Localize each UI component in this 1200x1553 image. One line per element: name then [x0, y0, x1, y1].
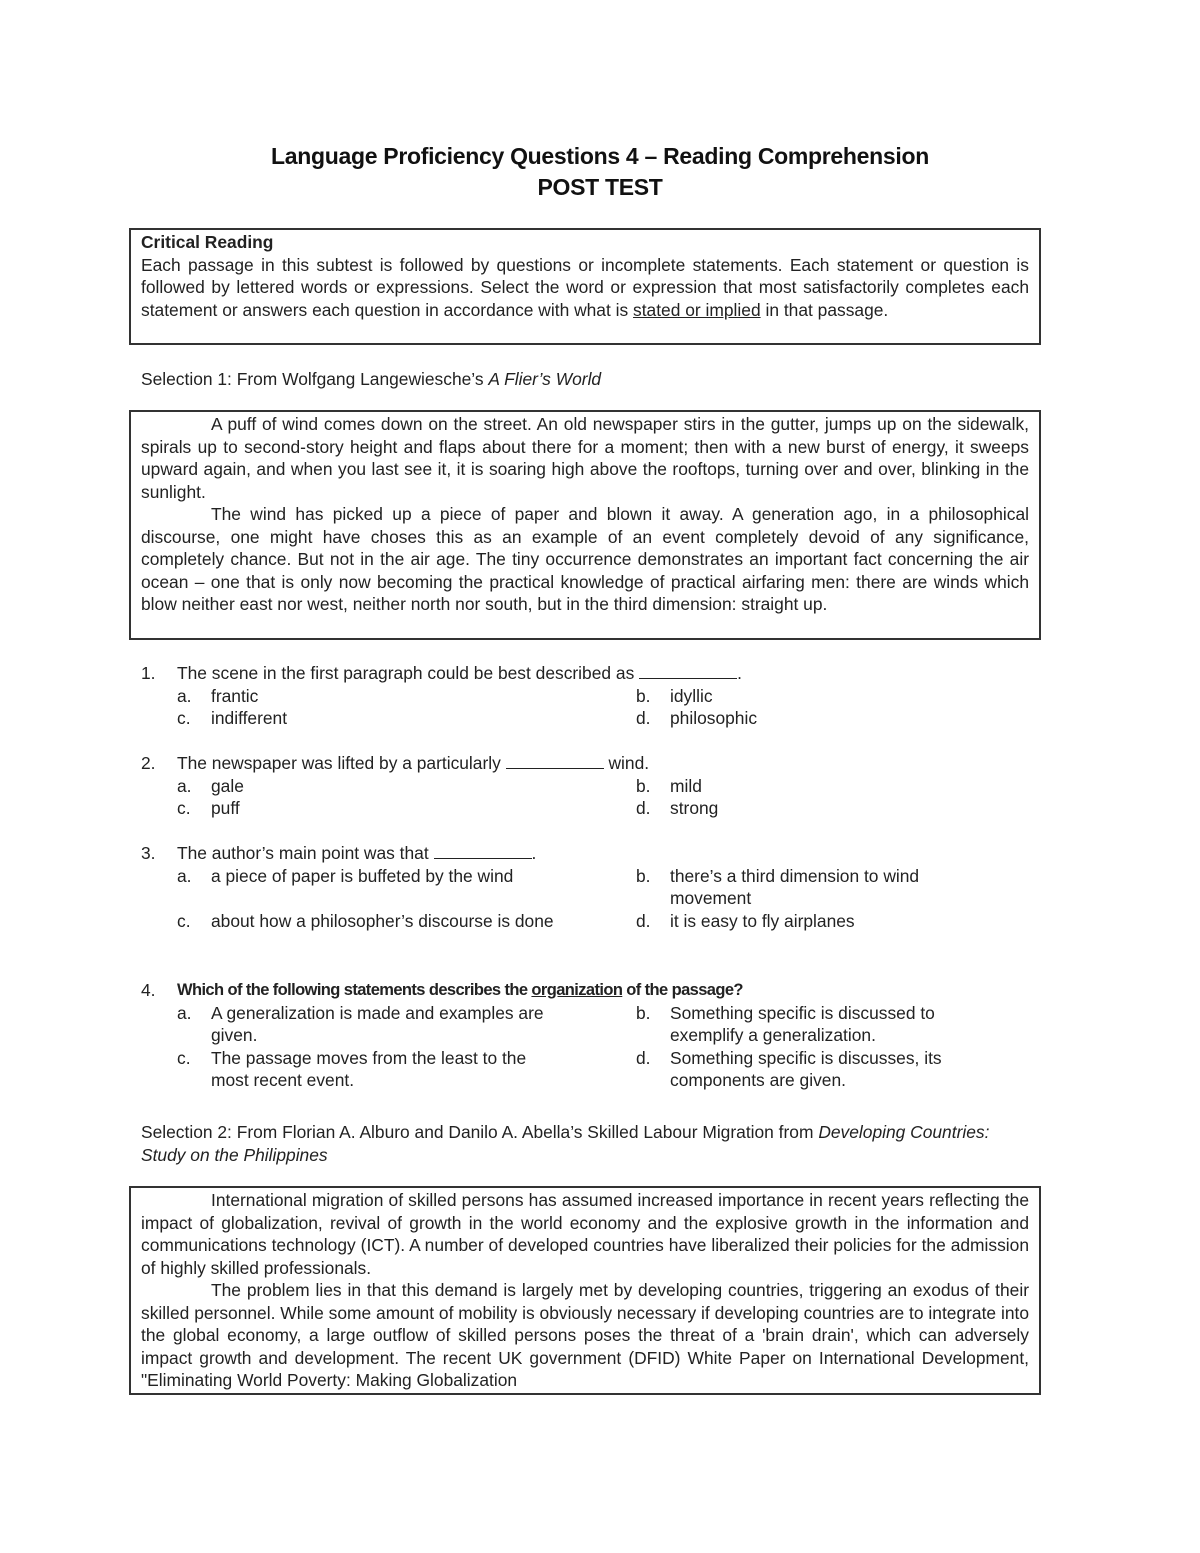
selection-2-work-title: Developing Countries: Study on the Philippines — [141, 1122, 990, 1165]
selection-1-label — [141, 368, 1021, 391]
option-letter: a. — [177, 685, 192, 706]
stem-text: wind. — [603, 753, 650, 773]
answer-blank — [434, 842, 532, 859]
selection-1-work-title: A Flier’s World — [488, 369, 602, 389]
passage-2-paragraph: The problem lies in that this demand is largely met by developing countries, triggering an exodus of their skilled personnel. While some amount of mobility is obviously necessary if developing countries are to integrate into the global economy, a large outflow of skilled persons poses the threat of a 'brain drain', which can adversely impact growth and development. The recent UK government (DFID) White Paper on International Development, "Eliminating World Poverty: Making Globalization — [141, 1280, 1029, 1390]
option-text: indifferent — [211, 708, 288, 728]
option-c[interactable] — [177, 707, 636, 730]
selection-2-source: Selection 2: From Florian A. Alburo and Danilo A. Abella’s Skilled Labour Migration from — [141, 1122, 819, 1142]
option-text: there’s a third dimension to wind movement — [670, 865, 920, 908]
instructions-text-part: Each passage in this subtest is followed by questions or incomplete statements. Each statement or question is followed by lettered words or expressions. Select the word or expression that most satisfactorily completes each statement or answers each question in accordance with what is — [141, 254, 1029, 320]
answer-blank — [639, 662, 737, 679]
option-text: strong — [670, 798, 719, 818]
option-b[interactable] — [636, 865, 996, 910]
question-1 — [141, 662, 1041, 730]
stem-text: The author’s main point was that — [177, 843, 434, 863]
option-c[interactable] — [177, 1047, 636, 1092]
option-letter: b. — [636, 865, 651, 886]
instructions-heading: Critical Reading — [141, 232, 274, 252]
passage-1-paragraph: The wind has picked up a piece of paper and blown it away. A generation ago, in a philosophical discourse, one might have choses this as an example of an event completely devoid of any significance, completely chance. But not in the air age. The tiny occurrence demonstrates an important fact concerning the air ocean – one that is only now becoming the practical knowledge of practical airfaring men: there are winds which blow neither east nor west, neither north nor south, but in the third dimension: straight up. — [141, 504, 1029, 614]
option-letter: a. — [177, 775, 192, 796]
stem-text: of the passage? — [622, 981, 743, 999]
option-letter: d. — [636, 798, 651, 818]
option-letter: b. — [636, 1002, 651, 1023]
document-subtitle: POST TEST — [537, 174, 663, 200]
document-title: Language Proficiency Questions 4 – Reading Comprehension — [270, 143, 929, 169]
option-d[interactable] — [636, 707, 996, 730]
answer-options — [177, 685, 1041, 730]
option-text: The passage moves from the least to the most recent event. — [211, 1047, 527, 1090]
passage-1-box — [129, 410, 1041, 640]
question-stem — [141, 842, 1041, 865]
question-stem — [141, 979, 1041, 1002]
option-text: A generalization is made and examples are given. — [211, 1002, 544, 1045]
option-b[interactable] — [636, 775, 996, 798]
instructions-text-part: in that passage. — [760, 299, 889, 320]
answer-options — [177, 865, 1041, 933]
option-letter: a. — [177, 865, 192, 886]
option-text: puff — [211, 798, 240, 818]
option-text: idyllic — [670, 685, 713, 706]
stem-text: The newspaper was lifted by a particularly — [177, 753, 506, 773]
stem-text: The scene in the first paragraph could be best described as — [177, 663, 640, 683]
question-3 — [141, 842, 1041, 932]
option-letter: c. — [177, 910, 191, 931]
option-c[interactable] — [177, 910, 636, 933]
option-d[interactable] — [636, 797, 996, 820]
stem-emphasis: organization — [531, 981, 623, 999]
instructions-text — [141, 254, 1029, 322]
instructions-emphasis: stated or implied — [633, 299, 761, 320]
option-b[interactable] — [636, 685, 996, 708]
option-text: it is easy to fly airplanes — [670, 910, 855, 931]
option-d[interactable] — [636, 1047, 996, 1092]
option-a[interactable] — [177, 1002, 636, 1047]
question-4 — [141, 979, 1041, 1092]
option-text: frantic — [211, 685, 259, 706]
option-letter: a. — [177, 1002, 192, 1023]
question-number: 2. — [141, 753, 156, 773]
option-text: Something specific is discusses, its components are given. — [670, 1047, 942, 1090]
option-text: philosophic — [670, 708, 758, 728]
question-number: 1. — [141, 663, 156, 683]
question-stem — [141, 752, 1041, 775]
option-text: mild — [670, 775, 702, 796]
option-letter: d. — [636, 1047, 651, 1068]
option-a[interactable] — [177, 775, 636, 798]
passage-1-paragraph: A puff of wind comes down on the street. An old newspaper stirs in the gutter, jumps up on the sidewalk, spirals up to second-story height and flaps about there for a moment; then with a new burst of energy, it sweeps upward again, and when you last see it, it is soaring high above the rooftops, turning over and over, blinking in the sunlight. — [141, 414, 1029, 502]
option-b[interactable] — [636, 1002, 996, 1047]
question-stem — [141, 662, 1041, 685]
question-number: 3. — [141, 843, 156, 863]
option-letter: b. — [636, 775, 651, 796]
stem-text: . — [737, 663, 742, 683]
option-letter: d. — [636, 708, 651, 728]
option-text: Something specific is discussed to exemplify a generalization. — [670, 1002, 935, 1045]
question-number: 4. — [141, 980, 156, 1000]
option-a[interactable] — [177, 685, 636, 708]
question-2 — [141, 752, 1041, 820]
passage-2-box — [129, 1186, 1041, 1395]
option-letter: c. — [177, 1047, 191, 1068]
selection-1-source: Selection 1: From Wolfgang Langewiesche’s — [141, 369, 489, 389]
option-letter: c. — [177, 708, 191, 728]
answer-options — [177, 775, 1041, 820]
stem-text: . — [531, 843, 537, 863]
passage-2-paragraph: International migration of skilled persons has assumed increased importance in recent years reflecting the impact of globalization, revival of growth in the world economy and the explosive growth in the information and communications technology (ICT). A number of developed countries have liberalized their policies for the admission of highly skilled professionals. — [141, 1190, 1029, 1278]
option-a[interactable] — [177, 865, 636, 910]
option-d[interactable] — [636, 910, 996, 933]
instructions-box — [129, 228, 1041, 345]
stem-text: Which of the following statements describes the — [177, 981, 532, 999]
selection-2-label — [141, 1121, 1021, 1166]
answer-blank — [506, 752, 604, 769]
option-letter: c. — [177, 798, 191, 818]
option-letter: d. — [636, 910, 651, 931]
option-text: gale — [211, 775, 244, 796]
passage-2-content — [141, 1189, 1029, 1393]
option-text: about how a philosopher’s discourse is done — [211, 910, 554, 931]
answer-options — [177, 1002, 1041, 1092]
option-text: a piece of paper is buffeted by the wind — [211, 865, 514, 886]
option-letter: b. — [636, 685, 651, 706]
option-c[interactable] — [177, 797, 636, 820]
